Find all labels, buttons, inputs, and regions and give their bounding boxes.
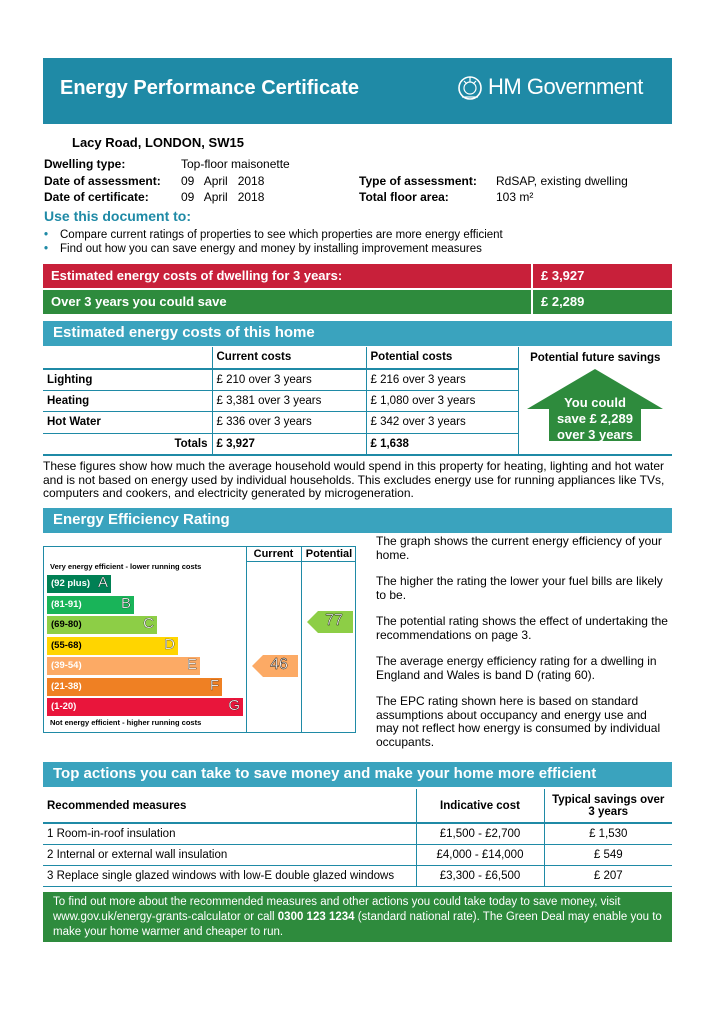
costs-header-blank xyxy=(43,347,212,369)
royal-crest-icon xyxy=(456,75,484,101)
potential-rating-value: 77 xyxy=(325,612,343,629)
rating-band-range: (1-20) xyxy=(51,701,77,712)
assessment-date-value: 09 April 2018 xyxy=(181,174,265,188)
costs-table xyxy=(43,347,672,456)
rating-band-d xyxy=(47,637,178,655)
totals-current: £ 3,927 xyxy=(212,433,366,455)
action-measure: 1 Room-in-roof insulation xyxy=(43,823,416,844)
certificate-date-value: 09 April 2018 xyxy=(181,190,265,204)
current-rating-value: 46 xyxy=(270,656,288,673)
action-cost: £4,000 - £14,000 xyxy=(416,844,544,865)
rating-band-letter: B xyxy=(120,594,131,612)
cost-row-name: Hot Water xyxy=(43,412,212,434)
dwelling-type-value: Top-floor maisonette xyxy=(181,157,290,171)
actions-table xyxy=(43,789,672,887)
cost-row-potential: £ 1,080 over 3 years xyxy=(366,390,518,412)
table-row xyxy=(43,844,672,865)
savings-label: Over 3 years you could save xyxy=(43,290,531,314)
costs-header-potential: Potential costs xyxy=(366,347,518,369)
arrow-line-1: You could xyxy=(564,394,626,410)
rating-band-f xyxy=(47,678,222,696)
certificate-date-label: Date of certificate: xyxy=(44,190,149,204)
actions-header-measures: Recommended measures xyxy=(43,789,416,823)
cost-row-potential: £ 216 over 3 years xyxy=(366,369,518,391)
savings-arrow-text xyxy=(523,395,668,443)
rating-band-range: (21-38) xyxy=(51,680,82,692)
inefficient-note: Not energy efficient - higher running costs xyxy=(50,718,202,727)
efficiency-paragraph: The graph shows the current energy efficiency of your home. xyxy=(376,534,662,562)
action-saving: £ 549 xyxy=(544,844,672,865)
efficiency-explanation xyxy=(376,535,672,749)
action-cost: £3,300 - £6,500 xyxy=(416,865,544,886)
use-bullet-2: • Find out how you can save energy and money by installing improvement measures xyxy=(44,243,482,255)
assessment-date-label: Date of assessment: xyxy=(44,174,161,188)
rating-band-b xyxy=(47,596,134,614)
efficiency-paragraph: The average energy efficiency rating for a dwelling in England and Wales is band D (rating 60). xyxy=(376,654,657,682)
costs-header-row xyxy=(43,347,672,369)
action-cost: £1,500 - £2,700 xyxy=(416,823,544,844)
chart-divider xyxy=(246,561,356,562)
rating-band-letter: E xyxy=(186,656,197,673)
property-address: Lacy Road, LONDON, SW15 xyxy=(72,135,244,150)
efficiency-paragraph: The higher the rating the lower your fuel bills are likely to be. xyxy=(376,574,663,602)
rating-band-letter: D xyxy=(164,635,175,653)
rating-band-g xyxy=(47,698,243,716)
savings-value: £ 2,289 xyxy=(533,290,672,314)
page-title: Energy Performance Certificate xyxy=(60,77,360,99)
chart-divider xyxy=(246,546,247,733)
rating-band-letter: C xyxy=(143,615,154,632)
rating-band-a xyxy=(47,575,111,593)
cost-row-current: £ 336 over 3 years xyxy=(212,412,366,434)
rating-band-range: (92 plus) xyxy=(51,578,91,589)
footer-text: (standard national rate). The Green Deal may enable you to make your home warmer and cheaper to run. xyxy=(53,911,662,938)
rating-band-range: (39-54) xyxy=(51,660,82,671)
rating-band-letter: A xyxy=(97,574,108,591)
cost-row-name: Lighting xyxy=(43,369,212,391)
totals-label: Totals xyxy=(43,433,212,455)
costs-note: These figures show how much the average household would spend in this property for heating, lighting and hot water and is not based on energy used by individual households. This excludes energy use for running appliances like TVs, computers and cookers, and electricity generated by microgeneration. xyxy=(43,459,665,500)
current-column-label: Current xyxy=(253,548,294,560)
assessment-type-value: RdSAP, existing dwelling xyxy=(496,174,628,188)
efficiency-section-title: Energy Efficiency Rating xyxy=(43,508,672,533)
dwelling-type-label: Dwelling type: xyxy=(44,157,126,171)
arrow-line-3: over 3 years xyxy=(557,426,633,442)
table-row xyxy=(43,369,672,391)
rating-band-c xyxy=(47,616,157,634)
rating-band-e xyxy=(47,657,200,675)
action-measure: 3 Replace single glazed windows with low-E double glazed windows xyxy=(43,865,416,886)
action-saving: £ 1,530 xyxy=(544,823,672,844)
use-bullet-1: • Compare current ratings of properties to see which properties are more energy efficient xyxy=(44,229,503,241)
action-saving: £ 207 xyxy=(544,865,672,886)
footer-phone: 0300 123 1234 xyxy=(277,911,355,923)
estimated-cost-value: £ 3,927 xyxy=(533,264,672,288)
cost-row-current: £ 210 over 3 years xyxy=(212,369,366,391)
potential-column-label: Potential xyxy=(305,548,353,560)
efficient-note: Very energy efficient - lower running costs xyxy=(50,562,202,571)
actions-header-row xyxy=(43,789,672,823)
costs-header-current: Current costs xyxy=(212,347,366,369)
actions-header-savings: Typical savings over 3 years xyxy=(544,789,672,823)
floor-area-value: 103 m² xyxy=(496,190,534,204)
costs-section-title: Estimated energy costs of this home xyxy=(43,321,672,346)
rating-band-range: (55-68) xyxy=(51,639,82,651)
rating-band-letter: F xyxy=(209,676,219,694)
cost-row-name: Heating xyxy=(43,390,212,412)
estimated-cost-label: Estimated energy costs of dwelling for 3 years: xyxy=(43,264,531,288)
rating-band-range: (69-80) xyxy=(51,619,82,630)
hm-government-logo: HM Government xyxy=(488,74,643,99)
use-document-heading: Use this document to: xyxy=(44,208,192,224)
actions-header-cost: Indicative cost xyxy=(416,789,544,823)
rating-band-range: (81-91) xyxy=(51,598,82,610)
table-row xyxy=(43,823,672,844)
footer-text: To find out more about the recommended measures and other actions you could take today to save money, visit www.gov.uk/energy-grants-calculator or call xyxy=(53,896,621,923)
cost-row-potential: £ 342 over 3 years xyxy=(366,412,518,434)
rating-band-letter: G xyxy=(228,697,240,714)
arrow-line-2: save £ 2,289 xyxy=(557,410,633,426)
table-row xyxy=(43,865,672,886)
savings-arrow-cell xyxy=(518,369,672,455)
totals-potential: £ 1,638 xyxy=(366,433,518,455)
efficiency-paragraph: The potential rating shows the effect of undertaking the recommendations on page 3. xyxy=(376,614,668,642)
cost-row-current: £ 3,381 over 3 years xyxy=(212,390,366,412)
actions-section-title: Top actions you can take to save money and make your home more efficient xyxy=(43,762,672,787)
footer-note xyxy=(43,892,672,942)
floor-area-label: Total floor area: xyxy=(359,190,449,204)
assessment-type-label: Type of assessment: xyxy=(359,174,477,188)
action-measure: 2 Internal or external wall insulation xyxy=(43,844,416,865)
costs-header-savings: Potential future savings xyxy=(518,347,672,369)
chart-divider xyxy=(301,546,302,733)
efficiency-paragraph: The EPC rating shown here is based on standard assumptions about occupancy and energy use and may not reflect how energy is consumed by individual occupants. xyxy=(376,694,661,749)
